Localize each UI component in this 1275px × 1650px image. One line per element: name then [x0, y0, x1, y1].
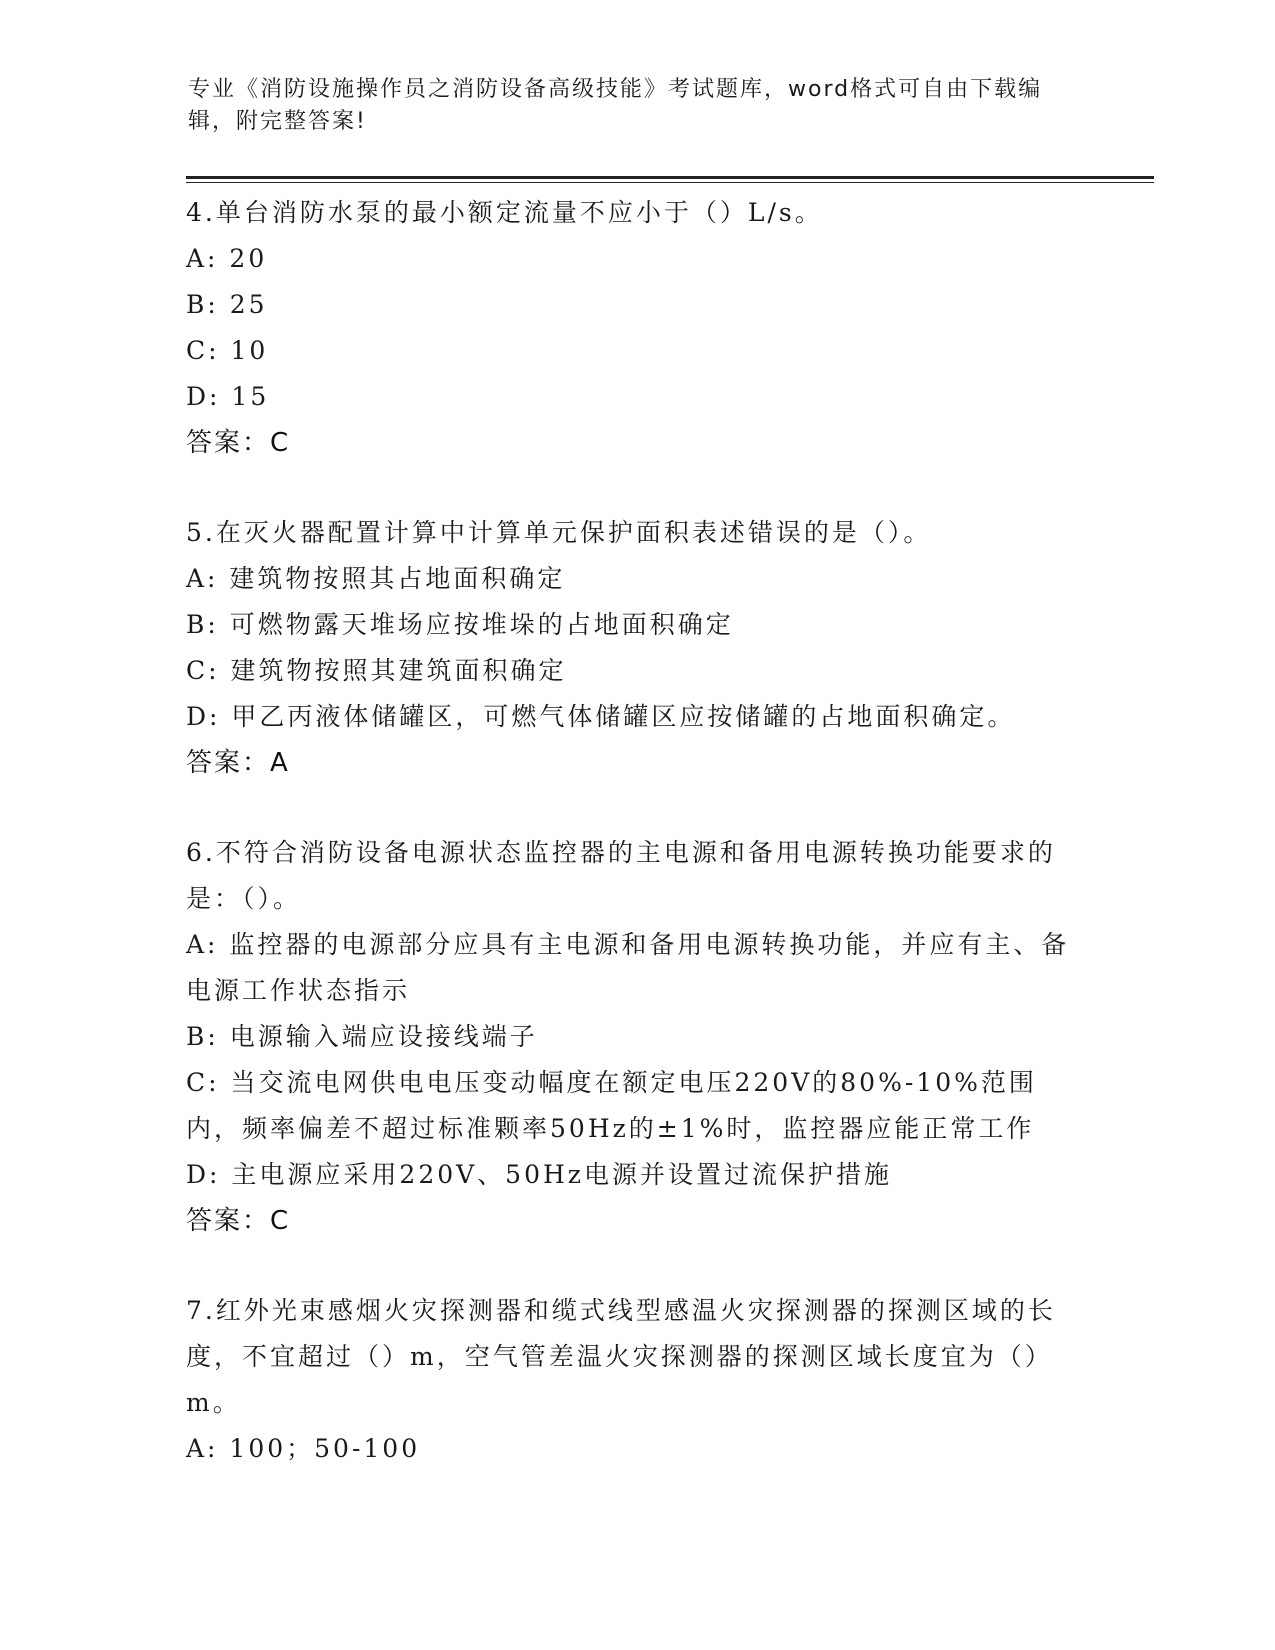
- header-rule-thin: [186, 182, 1154, 183]
- question-list: [186, 190, 1086, 1516]
- option-a: A: 建筑物按照其占地面积确定: [186, 564, 566, 593]
- question-stem: 6.不符合消防设备电源状态监控器的主电源和备用电源转换功能要求的是：（）。: [186, 838, 1056, 913]
- answer: 答案：A: [186, 748, 290, 778]
- option-b: B: 可燃物露天堆场应按堆垛的占地面积确定: [186, 610, 734, 639]
- question-stem: 5.在灭火器配置计算中计算单元保护面积表述错误的是（）。: [186, 518, 932, 547]
- question-7: [186, 1288, 1086, 1472]
- option-d: D: 主电源应采用220V、50Hz电源并设置过流保护措施: [186, 1160, 892, 1189]
- question-stem: 4.单台消防水泵的最小额定流量不应小于（）L/s。: [186, 198, 823, 227]
- question-stem: 7.红外光束感烟火灾探测器和缆式线型感温火灾探测器的探测区域的长度，不宜超过（）m，空气管差温火灾探测器的探测区域长度宜为（）m。: [186, 1296, 1056, 1417]
- option-b: B: 25: [186, 290, 268, 319]
- option-a: A: 20: [186, 244, 268, 273]
- option-c: C: 建筑物按照其建筑面积确定: [186, 656, 567, 685]
- option-a: A: 监控器的电源部分应具有主电源和备用电源转换功能，并应有主、备电源工作状态指示: [186, 930, 1070, 1005]
- document-header: 专业《消防设施操作员之消防设备高级技能》考试题库，word格式可自由下载编辑，附完整答案!: [188, 77, 1043, 134]
- option-b: B: 电源输入端应设接线端子: [186, 1022, 538, 1051]
- option-d: D: 15: [186, 382, 270, 411]
- answer: 答案：C: [186, 1206, 291, 1236]
- question-5: [186, 510, 1086, 786]
- answer: 答案：C: [186, 428, 291, 458]
- option-c: C: 当交流电网供电电压变动幅度在额定电压220V的80%-10%范围内，频率偏差不超过标准颗率50Hz的±1%时，监控器应能正常工作: [186, 1068, 1037, 1143]
- header-rule-thick: [186, 176, 1154, 179]
- option-c: C: 10: [186, 336, 269, 365]
- option-d: D: 甲乙丙液体储罐区，可燃气体储罐区应按储罐的占地面积确定。: [186, 702, 1016, 731]
- question-6: [186, 830, 1086, 1244]
- option-a: A: 100；50-100: [186, 1434, 421, 1463]
- question-4: [186, 190, 1086, 466]
